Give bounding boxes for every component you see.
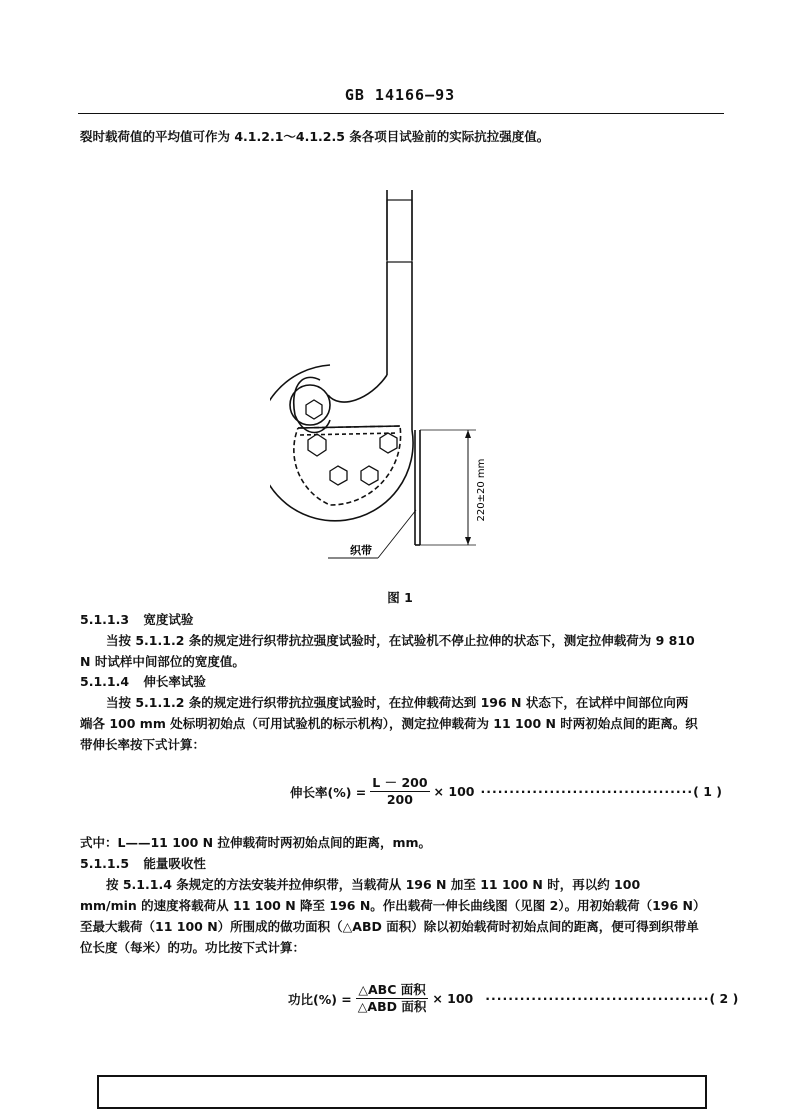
formula-2-rhs: × 100 [432, 991, 474, 1006]
section-5-1-1-3-paragraph: 当按 5.1.1.2 条的规定进行织带抗拉强度试验时，在试验机不停止拉伸的状态下，测定拉伸载荷为 9 810 N 时试样中间部位的宽度值。 [80, 633, 695, 669]
formula-1-numerator: L － 200 [372, 775, 428, 790]
section-title: 能量吸收性 [143, 856, 206, 871]
formula-2-denominator: △ABD 面积 [357, 999, 427, 1014]
formula-2-lhs: 功比(%) = [288, 991, 352, 1007]
dimension-label: 220±20 mm [476, 458, 487, 522]
formula-1-number: ( 1 ) [693, 784, 722, 799]
formula-1-where: 式中：L——11 100 N 拉伸载荷时两初始点间的距离，mm。 [80, 835, 432, 850]
formula-2-numerator: △ABC 面积 [358, 982, 426, 997]
section-5-1-1-3-heading [80, 610, 193, 628]
section-title: 宽度试验 [143, 612, 194, 627]
webbing-label: 织带 [350, 544, 372, 557]
section-5-1-1-5-paragraph: 按 5.1.1.4 条规定的方法安装并拉伸织带，当载荷从 196 N 加至 11 100 N 时，再以约 100 mm/min 的速度将载荷从 11 100 N 降至 196 N。作出载荷一伸长曲线图（见图 2）。用初始载荷（196 N）至最大载荷（11 100 N）所围成的做功面积（△ABD 面积）除以初始载荷时初始点间的距离，便可得到织带单位长度（每米）的功。功比按下式计算： [80, 877, 700, 955]
bottom-frame [97, 1075, 707, 1109]
formula-1 [290, 775, 722, 808]
section-title: 伸长率试验 [143, 674, 206, 689]
section-5-1-1-4-heading [80, 672, 206, 690]
formula-1-lhs: 伸长率(%) = [290, 784, 367, 800]
formula-1-fraction [370, 775, 429, 808]
section-number: 5.1.1.4 [80, 674, 130, 689]
header-rule [78, 113, 724, 114]
formula-1-dots: ····································· [480, 784, 694, 799]
section-5-1-1-4-paragraph: 当按 5.1.1.2 条的规定进行织带抗拉强度试验时，在拉伸载荷达到 196 N 状态下，在试样中间部位向两端各 100 mm 处标明初始点（可用试验机的标示机构），测定拉伸载荷为 11 100 N 时两初始点间的距离。织带伸长率按下式计算： [80, 695, 698, 752]
formula-2-fraction [356, 982, 429, 1015]
figure-caption: 图 1 [387, 590, 413, 605]
intro-paragraph: 裂时载荷值的平均值可作为 4.1.2.1～4.1.2.5 条各项目试验前的实际抗拉强度值。 [80, 129, 550, 144]
section-5-1-1-5-heading [80, 854, 206, 872]
formula-2-number: ( 2 ) [709, 991, 739, 1006]
document-header: GB 14166—93 [344, 86, 456, 104]
section-number: 5.1.1.3 [80, 612, 130, 627]
figure-1-drawing [270, 190, 510, 570]
section-number: 5.1.1.5 [80, 856, 130, 871]
formula-2 [288, 982, 738, 1015]
formula-1-denominator: 200 [386, 792, 413, 807]
formula-1-rhs: × 100 [433, 784, 475, 799]
formula-2-dots: ······································· [485, 991, 710, 1006]
